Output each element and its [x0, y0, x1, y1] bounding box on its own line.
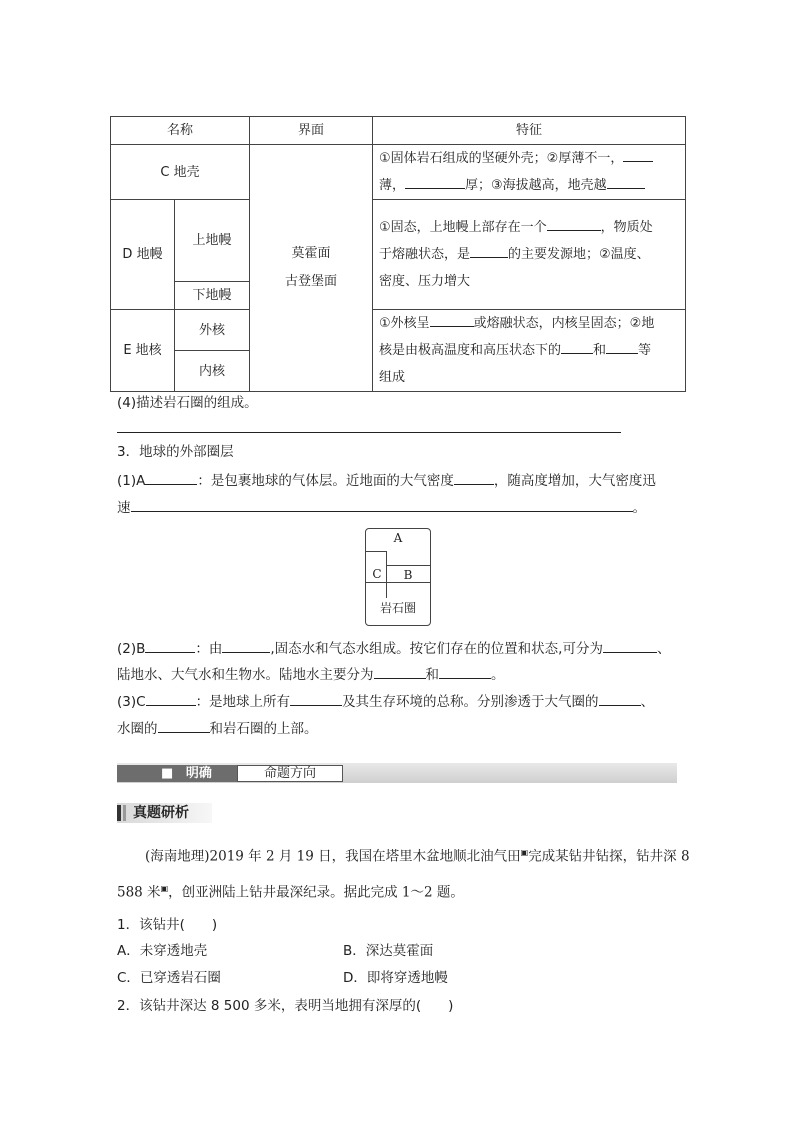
- banner-right: 命题方向: [237, 765, 343, 782]
- biosphere-line-2: 水圈的 和岩石圈的上部。: [117, 718, 318, 739]
- blank[interactable]: [606, 339, 638, 354]
- interface-cell: [250, 145, 373, 392]
- heading-bar-icon: [117, 805, 121, 821]
- inner-core: 内核: [175, 351, 250, 392]
- blank[interactable]: [405, 174, 465, 189]
- lower-mantle: 下地幔: [175, 282, 250, 310]
- blank[interactable]: [547, 216, 601, 231]
- option-d[interactable]: D．即将穿透地幔: [343, 970, 448, 986]
- option-b[interactable]: B．深达莫霍面: [343, 943, 434, 959]
- crust-name: C 地壳: [111, 145, 250, 200]
- blank[interactable]: [439, 664, 491, 679]
- blank[interactable]: [603, 638, 657, 653]
- earth-layers-table: [110, 116, 686, 392]
- biosphere-line-1: (3)C ：是地球上所有 及其生存环境的总称。分别渗透于大气圈的 、: [117, 691, 654, 712]
- question-1: 1．该钻井( ): [117, 917, 218, 933]
- diagram-label-b: B: [403, 568, 413, 582]
- blank[interactable]: [158, 718, 210, 733]
- blank[interactable]: [374, 664, 426, 679]
- atmosphere-line-2: 速 。: [117, 497, 646, 518]
- diagram-label-a: A: [393, 531, 403, 545]
- blank[interactable]: [146, 691, 196, 706]
- mantle-name: D 地幔: [111, 200, 175, 310]
- diagram-label-c: C: [372, 567, 382, 581]
- footnote-icon: ▣: [520, 848, 529, 857]
- outer-core: 外核: [175, 310, 250, 351]
- core-name: E 地核: [111, 310, 175, 392]
- blank[interactable]: [145, 470, 197, 485]
- question-2: 2．该钻井深达 8 500 多米，表明当地拥有深厚的( ): [117, 998, 454, 1014]
- answer-line[interactable]: [117, 432, 621, 433]
- banner-left: ■ 明确: [117, 765, 237, 782]
- section-3-title: 3．地球的外部圈层: [117, 444, 234, 460]
- lithosphere-top: [366, 582, 430, 583]
- option-c[interactable]: C．已穿透岩石圈: [117, 970, 221, 986]
- blank[interactable]: [561, 339, 593, 354]
- header-name: 名称: [111, 117, 250, 145]
- blank[interactable]: [470, 243, 508, 258]
- blank[interactable]: [607, 174, 645, 189]
- option-a[interactable]: A．未穿透地壳: [117, 943, 208, 959]
- footnote-icon: ▣: [160, 884, 169, 893]
- hydrosphere-top: [386, 565, 430, 566]
- blank[interactable]: [599, 691, 641, 706]
- blank[interactable]: [623, 147, 653, 162]
- blank[interactable]: [290, 691, 342, 706]
- gutenberg-label: 古登堡面: [285, 274, 338, 289]
- core-feature: ①外核呈 或熔融状态，内核呈固态；②地 核是由极高温度和高压状态下的 和 等 组成: [373, 310, 686, 392]
- moho-label: 莫霍面: [291, 246, 331, 261]
- blank[interactable]: [430, 312, 474, 327]
- spheres-diagram: [365, 528, 431, 626]
- diagram-label-lithosphere: 岩石圈: [379, 601, 416, 615]
- square-bullet-icon: ■: [161, 766, 174, 781]
- header-feature: 特征: [373, 117, 686, 145]
- upper-mantle: 上地幔: [175, 200, 250, 282]
- atmosphere-line-1: (1)A ：是包裹地球的气体层。近地面的大气密度 ，随高度增加，大气密度迅: [117, 470, 656, 491]
- hydrosphere-line-1: (2)B ：由 ,固态水和气态水组成。按它们存在的位置和状态,可分为 、: [117, 638, 670, 659]
- crust-feature: ①固体岩石组成的坚硬外壳；②厚薄不一， 薄， 厚；③海拔越高，地壳越: [373, 145, 686, 200]
- blank[interactable]: [222, 638, 270, 653]
- research-title: 真题研析: [133, 805, 189, 821]
- blank[interactable]: [131, 497, 633, 512]
- question-4: (4)描述岩石圈的组成。: [117, 395, 258, 411]
- research-intro-1: (海南地理)2019 年 2 月 19 日，我国在塔里木盆地顺北油气田▣完成某钻井钻探，钻井深 8: [145, 848, 690, 865]
- blank[interactable]: [454, 470, 494, 485]
- header-interface: 界面: [250, 117, 373, 145]
- research-intro-2: 588 米▣，创亚洲陆上钻井最深纪录。据此完成 1～2 题。: [117, 884, 464, 901]
- hydrosphere-line-2: 陆地水、大气水和生物水。陆地水主要分为 和 。: [117, 664, 505, 685]
- blank[interactable]: [145, 638, 195, 653]
- heading-bar-icon: [123, 805, 126, 821]
- mantle-feature: ①固态，上地幔上部存在一个 ，物质处 于熔融状态，是 的主要发源地；②温度、 密度、压力增大: [373, 200, 686, 310]
